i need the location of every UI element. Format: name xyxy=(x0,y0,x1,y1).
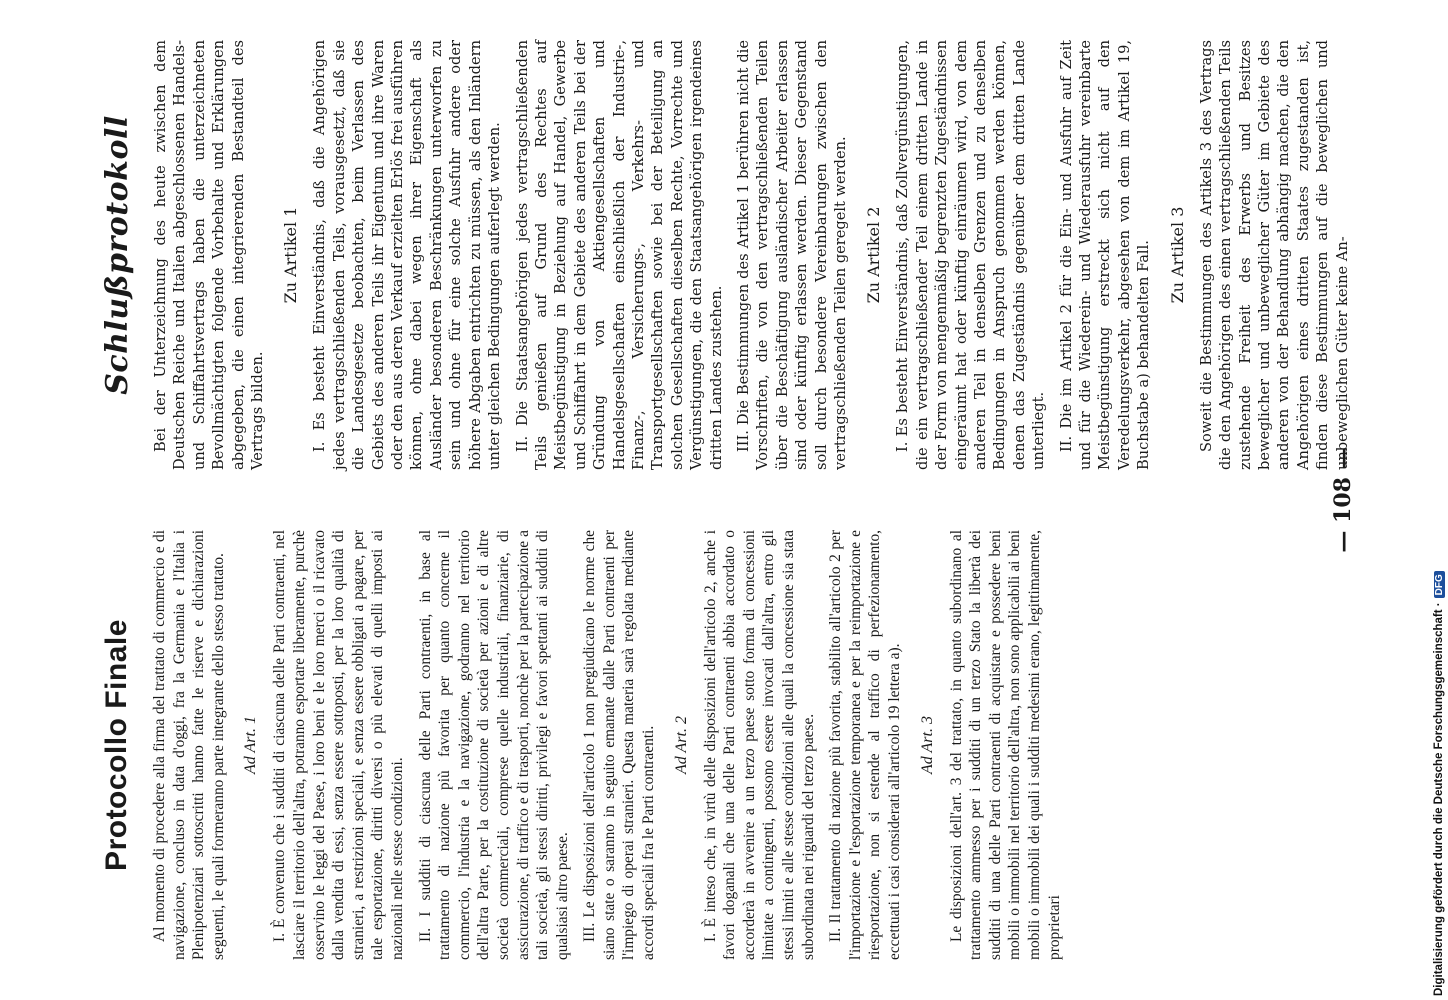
digitization-credit xyxy=(1412,6,1445,996)
italian-title: Protocollo Finale xyxy=(100,619,133,871)
italian-art3-p1: Le disposizioni dell'art. 3 del trattato, in quanto subordinano al trattamento ammesso per i sudditi di un terzo Stato la libertà dei sudditi di una delle Parti contraenti di acquistare e possedere beni mobili o immobili nel territorio dell'altra, non sono applicabili ai beni mobili o immobili dei quali i sudditi medesimi erano, legittimamente, proprietari xyxy=(947,530,1063,960)
italian-column xyxy=(100,530,1320,960)
italian-art2-p2: II. Il trattamento di nazione più favorita, stabilito all'articolo 2 per l'importazione e l'esportazione temporanea e per la reimportazione e riesportazione, non si estende al traffico di perfezionamento, eccettuati i casi considerati all'articolo 19 lettera a). xyxy=(827,530,903,960)
italian-intro: Al momento di procedere alla firma del trattato di commercio e di navigazione, concluso in data d'oggi, fra la Germania e l'Italia i Plenipotenziari sottoscritti hanno fatte le riserve e dichiarazioni seguenti, le quali formeranno parte integrante dello stesso trattato. xyxy=(151,530,227,960)
german-title: Schlußprotokoll xyxy=(100,115,135,395)
italian-art1-p3: III. Le disposizioni dell'articolo 1 non pregiudicano le norme che siano state o saranno in seguito emanate dalle Parti contraenti per l'impiego di operai stranieri. Questa materia sarà regolata mediante accordi speciali fra le Parti contraenti. xyxy=(581,530,658,960)
italian-art2-heading: Ad Art. 2 xyxy=(672,716,690,774)
italian-art1-p1: I. È convenuto che i sudditi di ciascuna delle Parti contraenti, nel lasciare il territorio dell'altra, potranno esportare liberamente, purchè osservino le leggi del Paese, i loro beni e le loro merci o il ricavato dalla vendita di essi, senza essere sottoposti, per la loro qualità di stranieri, a restrizioni speciali, e senza essere obbligati a pagare, per tale esportazione, diritti diversi o più elevati di quelli imposti ai nazionali nelle stesse condizioni. xyxy=(271,530,406,960)
italian-art2-p1: I. È inteso che, in virtù delle disposizioni dell'articolo 2, anche i favori doganali che una delle Parti contraenti abbia accordato o accorderà in avvenire a un terzo paese sotto forma di concessioni limitate a contingenti, possono essere invocati dall'altra, entro gli stessi limiti e alle stesse condizioni alle quali la concessione sia stata subordinata nei riguardi del terzo paese. xyxy=(701,530,817,960)
german-art2-p2: II. Die im Artikel 2 für die Ein- und Ausfuhr auf Zeit und für die Wiederein- und Wiederausfuhr vereinbarte Meistbegünstigung erstreckt sich nicht auf den Veredelungsverkehr, abgesehen von dem im Artikel 19, Buchstabe a) behandelten Fall. xyxy=(1057,40,1153,470)
page-number: — 108 — xyxy=(1330,447,1356,553)
credit-text-line xyxy=(1430,36,1448,996)
german-art1-heading: Zu Artikel 1 xyxy=(281,206,301,304)
german-art3-p1: Soweit die Bestimmungen des Artikels 3 des Vertrags die den Angehörigen des einen vertragschließenden Teils zustehende Freiheit des Erwerbs und Besitzes beweglicher und unbeweglicher Güter im Gebiete des anderen von der Behandlung abhängig machen, die den Angehörigen eines dritten Staates zugestanden ist, finden diese Bestimmungen auf die beweglichen und unbeweglichen Güter keine An- xyxy=(1197,40,1351,470)
italian-art1-heading: Ad Art. 1 xyxy=(242,716,260,774)
german-art2-p1: I. Es besteht Einverständnis, daß Zollvergünstigungen, die ein vertragschließender Teil einem dritten Lande in der Form von mengenmäßig begrenzten Zugeständnissen eingeräumt hat oder künftig einräumen wird, von dem anderen Teil in denselben Grenzen und zu denselben Bedingungen in Anspruch genommen werden können, denen das Zugeständnis gegenüber dem dritten Lande unterliegt. xyxy=(894,40,1048,470)
german-art1-p1: I. Es besteht Einverständnis, daß die Angehörigen jedes vertragschließenden Teils, vorausgesetzt, daß sie die Landesgesetze beobachten, beim Verlassen des Gebiets des anderen Teils ihr Eigentum und ihre Waren oder den aus deren Verkauf erzielten Erlös frei ausführen können, ohne dabei wegen ihrer Eigenschaft als Ausländer besonderen Beschränkungen unterworfen zu sein und ohne für eine solche Ausfuhr andere oder höhere Abgaben entrichten zu müssen, als den Inländern unter gleichen Bedingungen auferlegt werden. xyxy=(311,40,504,470)
italian-art1-p2: II. I sudditi di ciascuna delle Parti contraenti, in base al trattamento di nazione più favorita per quanto concerne il commercio, l'industria e la navigazione, godranno nel territorio dell'altra Parte, per la costituzione di società per azioni e di altre società commerciali, comprese quelle industriali, finanziarie, di assicurazione, di traffico e di trasporti, nonchè per la partecipazione a tali società, gli stessi diritti, privilegi e favori spettanti ai sudditi di qualsiasi altro paese. xyxy=(416,530,571,960)
dfg-logo: DFG xyxy=(1434,571,1445,598)
german-art2-heading: Zu Artikel 2 xyxy=(864,206,884,304)
german-art3-heading: Zu Artikel 3 xyxy=(1167,206,1187,304)
german-art1-p3: III. Die Bestimmungen des Artikel 1 berühren nicht die Vorschriften, die von den vertragschließenden Teilen über die Beschäftigung ausländischer Arbeiter erlassen sind oder künftig erlassen werden. Dieser Gegenstand soll durch besondere Vereinbarungen zwischen den vertragschließenden Teilen geregelt werden. xyxy=(734,40,849,470)
credit-text: Digitalisierung gefördert durch die Deutsche Forschungsgemeinschaft · xyxy=(1433,602,1445,996)
german-intro: Bei der Unterzeichnung des heute zwischen dem Deutschen Reiche und Italien abgeschlossenen Handels- und Schiffahrtsvertrags haben die unterzeichneten Bevollmächtigten folgende Vorbehalte und Erklärungen abgegeben, die einen integrierenden Bestandteil des Vertrags bilden. xyxy=(152,40,267,470)
german-column xyxy=(100,40,1351,470)
italian-art3-heading: Ad Art. 3 xyxy=(918,716,936,774)
german-art1-p2: II. Die Staatsangehörigen jedes vertragschließenden Teils genießen auf Grund des Rechtes auf Meistbegünstigung in Beziehung auf Handel, Gewerbe und Schiffahrt in dem Gebiete des anderen Teils bei der Gründung von Aktiengesellschaften und Handelsgesellschaften einschließlich der Industrie-, Finanz-, Versicherungs-, Verkehrs- und Transportgesellschaften sowie bei der Beteiligung an solchen Gesellschaften dieselben Rechte, Vorrechte und Vergünstigungen, die den Staatsangehörigen irgendeines dritten Landes zustehen. xyxy=(513,40,725,470)
